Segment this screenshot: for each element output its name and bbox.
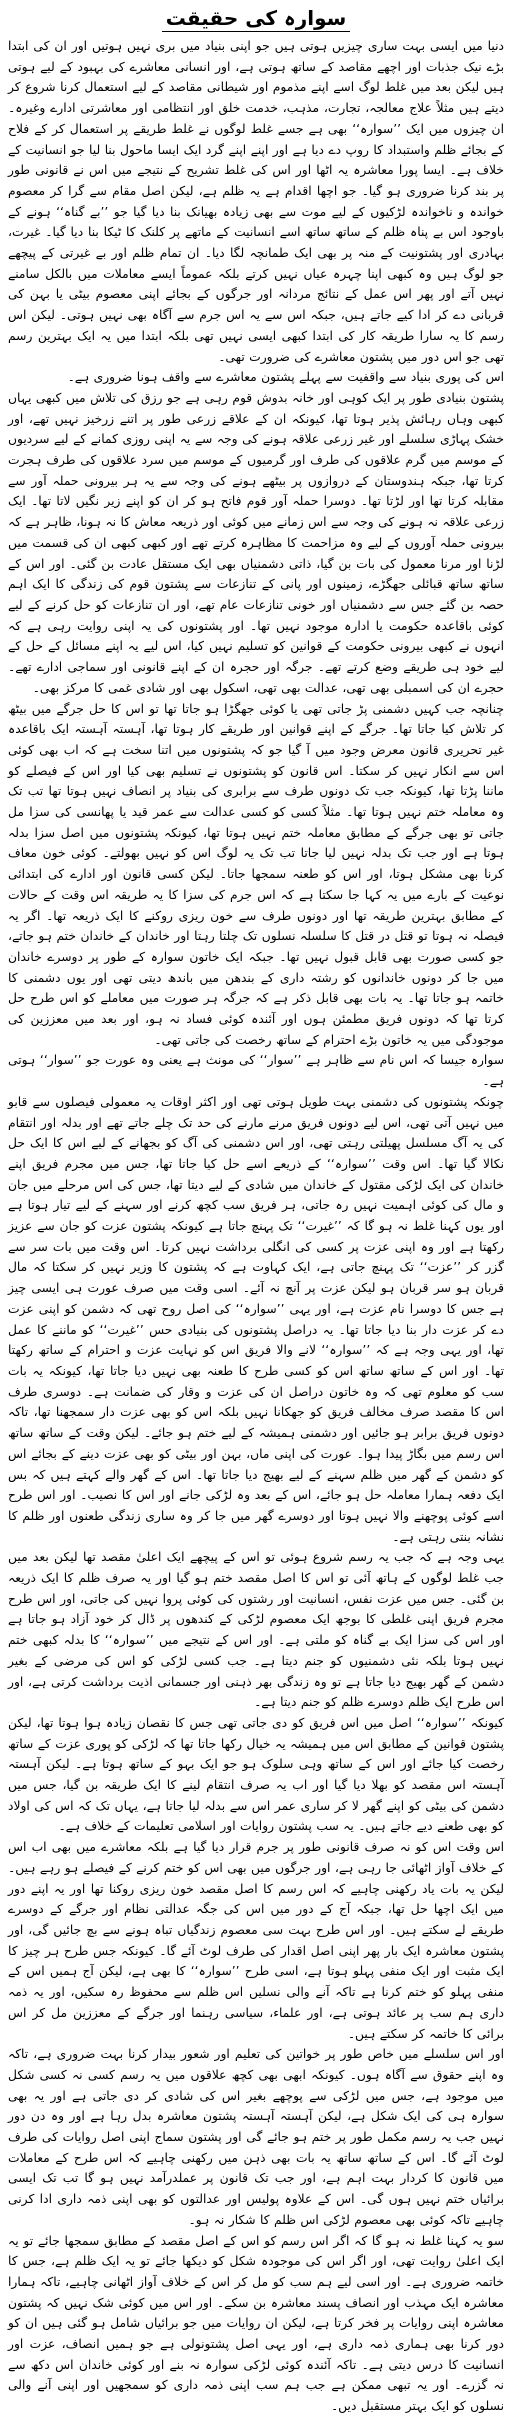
title-container [8, 6, 504, 36]
paragraph-3: پشتون بنیادی طور پر ایک کوہی اور خانہ بدوش قوم رہی ہے جو رزق کی تلاش میں کبھی یہاں کبھی وہاں رہائش پذیر ہوتا تھا، کیونکہ ان کے علاقے زرعی طور پر اتنے زرخیز نہیں تھے، اور خشک پہاڑی سلسلے اور غیر زرعی علاقہ ہونے کی وجہ سے یہ اپنی روزی کمانے کے لیے سردیوں کے موسم میں گرم علاقوں کی طرف اور گرمیوں کے موسم میں سرد علاقوں کی طرف ہجرت کرتا تھا، جبکہ ہندوستان کے دروازوں پر بیٹھے ہونے کی وجہ سے یہ ہر بیرونی حملہ آور سے مقابلہ کرتا تھا اور لڑتا تھا۔ دوسرا حملہ آور قوم فاتح ہو کر ان کو اپنے زیر نگیں لاتا تھا۔ ایک زرعی علاقہ نہ ہونے کی وجہ سے اس زمانے میں کوئی اور ذریعہ معاش کا نہ ہونا، ظاہر ہے کہ بیرونی حملہ آوروں کے لیے وہ مزاحمت کا مظاہرہ کرتے تھے اور کبھی کبھی ان کی قسمت میں لڑنا اور مرنا معمول کی بات بن گیا، ذاتی دشمنیاں بھی ایک مستقل عادت بن گئی۔ اور اس کے ساتھ ساتھ قبائلی جھگڑے، زمینوں اور پانی کے تنازعات سے پشتون قوم کی زندگی کا ایک اہم حصہ بن گئے جس سے دشمنیاں اور خونی تنازعات عام تھے، اور ان تنازعات کو حل کرنے کے لیے کوئی باقاعدہ حکومت یا ادارہ موجود نہیں تھا۔ اور پشتونوں کی یہ اپنی روایت رہی ہے کہ انہوں نے کبھی بیرونی حکومت کے قوانین کو تسلیم نہیں کیا، اس لیے یہ اپنے مسائل کے حل کے لیے خود ہی طریقے وضع کرتے تھے۔ جرگہ اور حجرہ ان کے اپنے قانونی اور سماجی ادارے تھے۔ حجرے ان کی اسمبلی بھی تھی، عدالت بھی تھی، اسکول بھی اور شادی غمی کا مرکز بھی۔ [8, 390, 504, 695]
paragraph-10: اور اس سلسلے میں خاص طور پر خواتین کی تعلیم اور شعور بیدار کرنا بہت ضروری ہے، تاکہ وہ اپنے حقوق سے آگاہ ہوں۔ کیونکہ ابھی بھی کچھ علاقوں میں یہ رسم کسی نہ کسی شکل میں موجود ہے، جس میں لڑکی سے پوچھے بغیر اس کی شادی کر دی جاتی ہے اور یہ بھی سوارہ ہی کی ایک شکل ہے، لیکن آہستہ آہستہ پشتون معاشرہ بدل رہا ہے اور وہ دن دور نہیں جب یہ رسم مکمل طور پر ختم ہو جائے گی اور پشتون سماج اپنی اصل روایات کی طرف لوٹ آئے گا۔ اس کے ساتھ ساتھ یہ بات بھی ذہن میں رکھنی چاہیے کہ اس طرح کے معاملات میں قانون کا کردار بہت اہم ہے، اور جب تک قانون پر عملدرآمد نہیں ہو گا تب تک ایسی برائیاں ختم نہیں ہوں گی۔ اس کے علاوہ پولیس اور عدالتوں کو بھی اپنی ذمہ داری ادا کرنی چاہیے تاکہ کوئی بھی معصوم لڑکی اس ظلم کا شکار نہ ہو۔ [8, 2047, 504, 2227]
paragraph-5: سوارہ جیسا کہ اس نام سے ظاہر ہے ’’سوار‘‘ کی مونث ہے یعنی وہ عورت جو ’’سوار‘‘ ہوتی ہے۔ [8, 1053, 504, 1089]
paragraph-8: کیونکہ ’’سوارہ‘‘ اصل میں اس فریق کو دی جاتی تھی جس کا نقصان زیادہ ہوا ہوتا تھا، لیکن پشتون قوانین کے مطابق اس میں ہمیشہ یہ خیال رکھا جاتا تھا کہ لڑکی کو پوری عزت کے ساتھ رخصت کیا جائے اور اس کے ساتھ وہی سلوک ہو جو ایک بہو کے ساتھ ہوتا ہے۔ لیکن آہستہ آہستہ اس مقصد کو بھلا دیا گیا اور اب یہ صرف انتقام لینے کا ایک طریقہ بن گیا، جس میں دشمن کی بیٹی کو اپنے گھر لا کر ساری عمر اس سے بدلہ لیا جاتا ہے، یہاں تک کہ اس کی اولاد کو بھی طعنے دیے جاتے ہیں۔ یہ سب پشتون روایات اور اسلامی تعلیمات کے خلاف ہے۔ [8, 1715, 504, 1834]
article-body [8, 36, 504, 2417]
paragraph-7: یہی وجہ ہے کہ جب یہ رسم شروع ہوئی تو اس کے پیچھے ایک اعلیٰ مقصد تھا لیکن بعد میں جب غلط لوگوں کے ہاتھ آئی تو اس کا اصل مقصد ختم ہو گیا اور یہ صرف ظلم کا ایک ذریعہ بن گئی۔ جس میں عزت نفس، انسانیت اور رشتوں کی کوئی پروا نہیں کی جاتی، اور اس طرح مجرم فریق اپنی غلطی کا بوجھ ایک معصوم لڑکی کے کندھوں پر ڈال کر خود آزاد ہو جاتا ہے اور اس کی سزا ایک بے گناہ کو ملتی ہے۔ اور اس کے نتیجے میں ’’سوارہ‘‘ کا بدلہ کبھی ختم نہیں ہوتا بلکہ نئی دشمنیوں کو جنم دیتا ہے۔ جب کسی لڑکی کو اس کی مرضی کے بغیر دشمن کے گھر بھیج دیا جاتا ہے تو وہ زندگی بھر ذہنی اور جسمانی اذیت برداشت کرتی ہے، اور اس طرح ایک ظلم دوسرے ظلم کو جنم دیتا ہے۔ [8, 1550, 504, 1710]
article-title: سوارہ کی حقیقت [162, 6, 351, 32]
paragraph-6: چونکہ پشتونوں کی دشمنی بہت طویل ہوتی تھی اور اکثر اوقات یہ معمولی فیصلوں سے قابو میں نہیں آتی تھی، اس لیے دونوں فریق مرنے مارنے کی حد تک چلے جاتے تھے اور بدلہ اور انتقام کی یہ آگ مسلسل پھیلتی رہتی تھی، اور اس دشمنی کی آگ کو بجھانے کے لیے اس کا ایک حل نکالا گیا تھا۔ اس وقت ’’سوارہ‘‘ کے ذریعے اسے حل کیا جاتا تھا، جس میں مجرم فریق اپنے خاندان کی ایک لڑکی مقتول کے خاندان میں شادی کے لیے دیتا تھا، جس کی اس مرحلے میں جان و مال کی کوئی اہمیت نہیں رہ جاتی، ہر فریق سب کچھ کرنے اور سہنے کے لیے تیار ہوتا ہے اور یوں کہنا غلط نہ ہو گا کہ ’’غیرت‘‘ تک پہنچ جاتا ہے کیونکہ پشتون عزت کو جان سے عزیز رکھتا ہے اور وہ اپنی عزت پر کسی کی انگلی برداشت نہیں کرتا۔ اس وقت میں بات سر سے گزر کر ’’عزت‘‘ تک پہنچ جاتی ہے، ایک کہاوت ہے کہ پشتون کا وزیر نہیں کر سکتا کہ مال قربان ہو سر قربان ہو لیکن عزت پر آنچ نہ آئے۔ اسی وقت میں صرف عورت ہی ایسی چیز ہے جس کا دوسرا نام عزت ہے، اور یہی ’’سوارہ‘‘ کی اصل روح تھی کہ دشمن کو اپنی عزت دے کر عزت دار بنا دیا جاتا تھا۔ یہ دراصل پشتونوں کی بنیادی حس ’’غیرت‘‘ کو ماننے کا عمل تھا، اور یہی وجہ ہے کہ ’’سوارہ‘‘ لانے والا فریق اس کو نہایت عزت و احترام کے ساتھ رکھتا تھا۔ اور اس کے ساتھ ساتھ اس کو کسی طرح کا طعنہ بھی نہیں دیا جاتا تھا، کیونکہ یہ بات سب کو معلوم تھی کہ وہ خاتون دراصل ان کی عزت و وقار کی ضمانت ہے۔ دوسری طرف اس کا مقصد صرف مخالف فریق کو جھکانا نہیں بلکہ اس کو بھی عزت دار سمجھنا تھا، تاکہ دونوں فریق برابر ہو جائیں اور دشمنی ہمیشہ کے لیے ختم ہو جائے۔ لیکن وقت کے ساتھ ساتھ اس رسم میں بگاڑ پیدا ہوا۔ عورت کی اپنی ماں، بہن اور بیٹی کو بھی عزت دینے کے بجائے اس کو دشمن کے گھر میں ظلم سہنے کے لیے بھیج دیا جاتا تھا۔ اس کے گھر والے کہتے ہیں کہ بس ایک دفعہ ہمارا معاملہ حل ہو جائے، اس کے بعد وہ لڑکی جانے اور اس کا نصیب۔ اور اس طرح اسے کوئی پوچھنے والا نہیں ہوتا اور دوسرے گھر میں جا کر وہ ساری زندگی طعنوں اور ظلم کا نشانہ بنتی رہتی ہے۔ [8, 1094, 504, 1544]
paragraph-4: چنانچہ جب کہیں دشمنی پڑ جاتی تھی یا کوئی جھگڑا ہو جاتا تھا تو اس کا حل جرگے میں بیٹھ کر تلاش کیا جاتا تھا۔ جرگے کے اپنے قوانین اور طریقے کار ہوتا تھا، آہستہ آہستہ ایک باقاعدہ غیر تحریری قانون معرض وجود میں آ گیا جو کہ پشتونوں میں اتنا سخت ہے کہ اب بھی کوئی اس سے انکار نہیں کر سکتا۔ اس قانون کو پشتونوں نے تسلیم بھی کیا اور اس کے فیصلے کو ماننا پڑتا تھا، کیونکہ جب تک دونوں طرف سے برابری کی بنیاد پر انصاف نہیں ہوتا تھا تب تک وہ معاملہ ختم نہیں ہوتا تھا۔ مثلاً کسی کو کسی عدالت سے عمر قید یا پھانسی کی سزا مل جاتی تو بھی جرگے کے مطابق معاملہ ختم نہیں ہوتا تھا، کیونکہ پشتونوں میں اصل سزا بدلہ ہوتا ہے اور جب تک بدلہ نہیں لیا جاتا تب تک یہ لوگ اس کو نہیں بھولتے۔ کوئی خون معاف کرنا بھی مشکل ہوتا، اور اس کو طعنہ سمجھا جاتا۔ لیکن کسی قانون اور ادارے کی ابتدائی نوعیت کے بارے میں یہ کہا جا سکتا ہے کہ اس جرم کی سزا کا یہ طریقہ اس وقت کے حالات کے مطابق بہترین طریقہ تھا اور دونوں طرف سے خون ریزی روکنے کا ایک ذریعہ تھا۔ اگر یہ فیصلہ نہ ہوتا تو قتل در قتل کا سلسلہ نسلوں تک چلتا رہتا اور خاندان کے خاندان ختم ہو جاتے، جو کسی صورت بھی قابل قبول نہیں تھا۔ جبکہ ایک خاتون سوارہ کے طور پر دوسرے خاندان میں جا کر دونوں خاندانوں کو رشتہ داری کے بندھن میں باندھ دیتی تھی اور یوں دشمنی کا خاتمہ ہو جاتا تھا۔ یہ بات بھی قابل ذکر ہے کہ جرگہ ہر صورت میں معاملے کو اس طرح حل کرتا تھا کہ دونوں فریق مطمئن ہوں اور آئندہ کوئی فساد نہ ہو، اور بعد میں معززین کی موجودگی میں یہ خاتون بڑے احترام کے ساتھ رخصت کی جاتی تھی۔ [8, 701, 504, 1047]
paragraph-1: دنیا میں ایسی بہت ساری چیزیں ہوتی ہیں جو اپنی بنیاد میں بری نہیں ہوتیں اور ان کی ابتدا بڑے نیک جذبات اور اچھے مقاصد کے ساتھ ہوتی ہے، اور انسانی معاشرے کی بہبود کے لیے ہوتی ہیں لیکن بعد میں غلط لوگ اسے اپنے مذموم اور شیطانی مقاصد کے لیے استعمال کرنا شروع کر دیتے ہیں مثلاً علاج معالجہ، تجارت، مذہب، خدمت خلق اور انتظامی اور معاشرتی ادارے وغیرہ۔ ان چیزوں میں ایک ’’سوارہ‘‘ بھی ہے جسے غلط لوگوں نے غلط طریقے پر استعمال کر کے فلاح کے بجائے ظلم واستبداد کا روپ دے دیا ہے اور اپنے اپنے گرد ایک ایسا ماحول بنا لیا جو انسانیت کے خلاف ہے۔ ایسا پورا معاشرہ یہ اٹھا اور اس کی غلط تشریح کے نتیجے میں اس نے قانونی طور پر بند کرنا ضروری ہو گیا۔ جو اچھا اقدام ہے یہ ظلم ہے، لیکن اصل مقام سے گرا کر معصوم خواندہ و ناخواندہ لڑکیوں کے لیے موت سے بھی زیادہ بھیانک بنا دیا گیا جو ’’بے گناہ‘‘ ہونے کے باوجود اس بے پناہ ظلم کے ساتھ ساتھ اسے انسانیت کے ماتھے پر کلنک کا ٹیکا بنا دیا گیا۔ غیرت، بہادری اور پشتونیت کے منہ پر بھی ایک طمانچہ لگا دیا۔ ان تمام ظلم اور بے غیرتی کے پیچھے جو لوگ ہیں وہ کبھی اپنا چہرہ عیاں نہیں کرتے بلکہ عموماً ایسے معاملات میں بالکل سامنے نہیں آتے اور پھر اس عمل کے نتائج مردانہ اور جرگوں کے بجائے اپنی معصوم بیٹی یا بہن کی قربانی دے کر ادا کیے جاتے ہیں، جبکہ اس سے یہ اس جرم سے آگاہ بھی نہیں ہوتی۔ لیکن اس رسم کا یہ سارا طریقہ کار کی ابتدا کبھی ایسی نہیں تھی بلکہ ابتدا میں یہ ایک بہترین رسم تھی جو اس دور میں پشتون معاشرے کی ضرورت تھی۔ [8, 39, 504, 364]
paragraph-9: اس وقت اس کو نہ صرف قانونی طور پر جرم قرار دیا گیا ہے بلکہ معاشرے میں بھی اب اس کے خلاف آواز اٹھائی جا رہی ہے، اور جرگوں میں بھی اس کو ختم کرنے کے فیصلے ہو رہے ہیں۔ لیکن یہ بات یاد رکھنی چاہیے کہ اس رسم کا اصل مقصد خون ریزی روکنا تھا اور یہ اپنے دور میں ایک اچھا حل تھا، جبکہ آج کے دور میں اس کی جگہ عدالتی نظام اور جرگے کے دوسرے طریقے لے سکتے ہیں۔ اور اس طرح بہت سی معصوم زندگیاں تباہ ہونے سے بچ جائیں گی، اور پشتون معاشرہ ایک بار پھر اپنی اصل اقدار کی طرف لوٹ آئے گا۔ کیونکہ جس طرح ہر چیز کا ایک مثبت اور ایک منفی پہلو ہوتا ہے، اسی طرح ’’سوارہ‘‘ کا بھی ہے، لیکن آج ہمیں اس کے منفی پہلو کو ختم کرنا ہے تاکہ آنے والی نسلیں اس ظلم سے محفوظ رہ سکیں، اور یہ ذمہ داری ہم سب پر عائد ہوتی ہے، اور علماء، سیاسی رہنما اور جرگے کے معززین مل کر اس برائی کا خاتمہ کر سکتے ہیں۔ [8, 1840, 504, 2041]
paragraph-2: اس کی پوری بنیاد سے واقفیت سے پہلے پشتون معاشرے سے واقف ہونا ضروری ہے۔ [67, 370, 504, 385]
paragraph-11: سو یہ کہنا غلط نہ ہو گا کہ اگر اس رسم کو اس کے اصل مقصد کے مطابق سمجھا جائے تو یہ ایک اعلیٰ روایت تھی، اور اگر اس کی موجودہ شکل کو دیکھا جائے تو یہ ایک ظلم ہے، جس کا خاتمہ ضروری ہے۔ اور اسی لیے ہم سب کو مل کر اس کے خلاف آواز اٹھانی چاہیے، تاکہ ہمارا معاشرہ ایک مہذب اور انصاف پسند معاشرہ بن سکے۔ اور اس میں کوئی شک نہیں کہ پشتون معاشرہ اپنی روایات پر فخر کرتا ہے، لیکن ان روایات میں جو برائیاں شامل ہو گئی ہیں ان کو دور کرنا بھی ہماری ذمہ داری ہے، اور یہی اصل پشتونولی ہے جو ہمیں انصاف، عزت اور انسانیت کا درس دیتی ہے۔ تاکہ آئندہ کوئی لڑکی سوارہ نہ بنے اور کوئی خاندان اس دکھ سے نہ گزرے۔ اور یہ تبھی ممکن ہے جب ہم سب اپنی ذمہ داری کو سمجھیں اور اپنی آنے والی نسلوں کو ایک بہتر مستقبل دیں۔ [8, 2233, 504, 2414]
